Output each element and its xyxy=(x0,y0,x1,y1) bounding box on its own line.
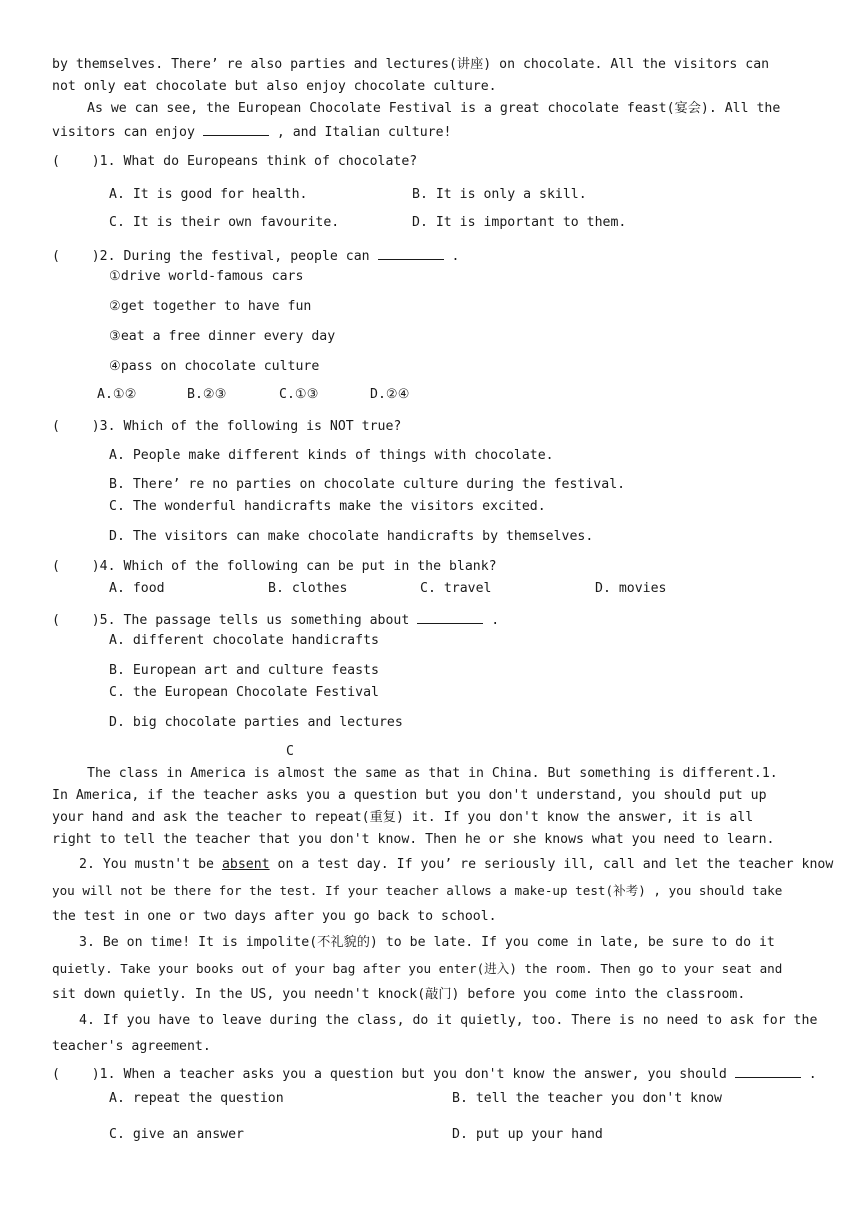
option-a: A. repeat the question xyxy=(109,1091,284,1106)
option-c: C. give an answer xyxy=(109,1127,244,1142)
passage-c-line: right to tell the teacher that you don't know. Then he or she knows what you need to learn. xyxy=(52,832,775,847)
answer-paren[interactable]: ( ) xyxy=(52,154,100,169)
question-stem: 2. During the festival, people can xyxy=(99,249,370,264)
question-stem: 4. Which of the following can be put in the blank? xyxy=(99,559,497,574)
answer-paren[interactable]: ( ) xyxy=(52,249,100,264)
statement-item: ②get together to have fun xyxy=(109,299,312,314)
option-d: D. put up your hand xyxy=(452,1127,603,1142)
option-c: C. The wonderful handicrafts make the visitors excited. xyxy=(109,499,546,514)
option-b: B. It is only a skill. xyxy=(412,187,587,202)
passage-b-line xyxy=(52,122,452,142)
passage-c-line: your hand and ask the teacher to repeat(重复) it. If you don't know the answer, it is all xyxy=(52,810,754,825)
passage-c-line: quietly. Take your books out of your bag after you enter(进入) the room. Then go to your seat and xyxy=(52,961,783,976)
passage-b-text: visitors can enjoy xyxy=(52,125,195,140)
option-b: B. There’ re no parties on chocolate culture during the festival. xyxy=(109,477,626,492)
option-a: A. It is good for health. xyxy=(109,187,308,202)
question-5 xyxy=(52,610,499,630)
option-d: D. The visitors can make chocolate handicrafts by themselves. xyxy=(109,529,594,544)
passage-b-line: not only eat chocolate but also enjoy chocolate culture. xyxy=(52,79,497,94)
option-b: B. tell the teacher you don't know xyxy=(452,1091,722,1106)
passage-c-line: In America, if the teacher asks you a question but you don't understand, you should put up xyxy=(52,788,767,803)
statement-item: ①drive world-famous cars xyxy=(109,269,304,284)
underlined-word: absent xyxy=(221,857,270,872)
answer-paren[interactable]: ( ) xyxy=(52,559,100,574)
question-1 xyxy=(52,153,417,171)
option-d: D. big chocolate parties and lectures xyxy=(109,715,403,730)
option-a: A. food xyxy=(109,581,165,596)
question-stem: 1. When a teacher asks you a question but you don't know the answer, you should xyxy=(99,1067,727,1082)
passage-c-line: 4. If you have to leave during the class, do it quietly, too. There is no need to ask for the xyxy=(79,1013,818,1028)
answer-blank[interactable] xyxy=(378,246,444,260)
passage-c-line: teacher's agreement. xyxy=(52,1039,211,1054)
passage-c-text: 2. You mustn't be xyxy=(79,857,214,872)
answer-paren[interactable]: ( ) xyxy=(52,1067,100,1082)
passage-c-line: The class in America is almost the same as that in China. But something is different.1. xyxy=(87,766,778,781)
option-c: C. travel xyxy=(420,581,492,596)
option-a: A. different chocolate handicrafts xyxy=(109,633,379,648)
statement-item: ③eat a free dinner every day xyxy=(109,329,336,344)
answer-blank[interactable] xyxy=(417,610,483,624)
option-c: C. It is their own favourite. xyxy=(109,215,340,230)
option-d: D. It is important to them. xyxy=(412,215,627,230)
option-a: A.①② xyxy=(97,387,137,402)
passage-c-text: on a test day. If you’ re seriously ill, call and let the teacher know xyxy=(277,857,834,872)
option-d: D. movies xyxy=(595,581,667,596)
option-b: B.②③ xyxy=(187,387,227,402)
answer-blank[interactable] xyxy=(203,122,269,136)
question-stem-end: . xyxy=(491,613,500,628)
option-c: C.①③ xyxy=(279,387,319,402)
passage-b-text: , and Italian culture! xyxy=(276,125,452,140)
passage-b-line: As we can see, the European Chocolate Festival is a great chocolate feast(宴会). All the xyxy=(87,101,781,116)
option-c: C. the European Chocolate Festival xyxy=(109,685,379,700)
passage-c-line xyxy=(79,856,833,874)
question-3 xyxy=(52,418,401,436)
answer-blank[interactable] xyxy=(735,1064,801,1078)
question-stem-end: . xyxy=(451,249,460,264)
option-a: A. People make different kinds of things with chocolate. xyxy=(109,448,554,463)
section-heading: C xyxy=(286,744,294,759)
answer-paren[interactable]: ( ) xyxy=(52,613,100,628)
option-d: D.②④ xyxy=(370,387,410,402)
question-2 xyxy=(52,246,459,266)
passage-b-line: by themselves. There’ re also parties and lectures(讲座) on chocolate. All the visitors can xyxy=(52,57,770,72)
question-stem: 3. Which of the following is NOT true? xyxy=(99,419,402,434)
question-stem: 1. What do Europeans think of chocolate? xyxy=(99,154,418,169)
passage-c-line: you will not be there for the test. If your teacher allows a make-up test(补考) , you should take xyxy=(52,883,783,898)
question-stem: 5. The passage tells us something about xyxy=(99,613,410,628)
statement-item: ④pass on chocolate culture xyxy=(109,359,320,374)
passage-c-line: sit down quietly. In the US, you needn't knock(敲门) before you come into the classroom. xyxy=(52,987,746,1002)
question-4 xyxy=(52,558,497,576)
passage-c-line: 3. Be on time! It is impolite(不礼貌的) to be late. If you come in late, be sure to do it xyxy=(79,935,775,950)
question-c-1 xyxy=(52,1064,817,1084)
option-b: B. clothes xyxy=(268,581,348,596)
option-b: B. European art and culture feasts xyxy=(109,663,379,678)
passage-c-line: the test in one or two days after you go back to school. xyxy=(52,909,497,924)
answer-paren[interactable]: ( ) xyxy=(52,419,100,434)
question-stem-end: . xyxy=(808,1067,817,1082)
